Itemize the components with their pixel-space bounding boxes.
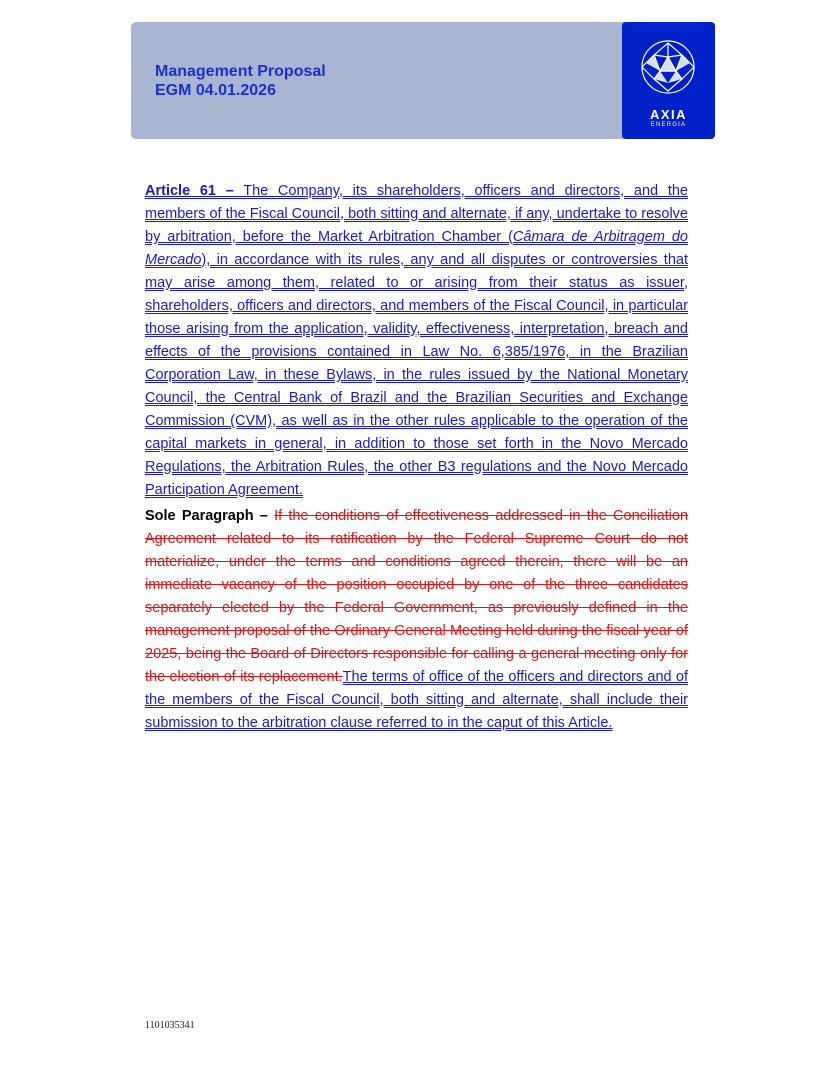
article-heading: Article 61 – <box>145 183 234 199</box>
article-text-1: The Company, its shareholders, officers and directors, and the members of the Fiscal Council, both sitting and alternate, if any, undertake to resolve by arbitration, before the Market Arbitration Chamber ( <box>145 183 688 245</box>
article-text-2: ), in accordance with its rules, any and all disputes or controversies that may arise among them, related to or arising from their status as issuer, shareholders, officers and directors, and members of the Fiscal Council, in particular those arising from the application, validity, effectiveness, interpretation, breach and effects of the provisions contained in Law No. 6,385/1976, in the Brazilian Corporation Law, in these Bylaws, in the rules issued by the National Monetary Council, the Central Bank of Brazil and the Brazilian Securities and Exchange Commission (CVM), as well as in the other rules applicable to the operation of the capital markets in general, in addition to those set forth in the Novo Mercado Regulations, the Arbitration Rules, the other B3 regulations and the Novo Mercado Participation Agreement. <box>145 252 688 498</box>
document-id: 1101035341 <box>145 1020 195 1031</box>
sole-paragraph <box>145 505 688 735</box>
logo-wordmark: AXIA <box>649 107 688 122</box>
sole-paragraph-heading: Sole Paragraph – <box>145 508 268 524</box>
logo-subtitle: ENERGIA <box>650 122 687 128</box>
page-title <box>155 62 326 100</box>
axia-logo <box>622 22 715 139</box>
article-text-italic: Câmara de Arbitragem do Mercado <box>145 229 688 268</box>
inserted-text: The terms of office of the officers and directors and of the members of the Fiscal Council, both sitting and alternate, shall include their submission to the arbitration clause referred to in the caput of this Article. <box>145 669 688 731</box>
deleted-text: If the conditions of effectiveness addressed in the Conciliation Agreement related to its ratification by the Federal Supreme Court do not materialize, under the terms and conditions agreed therein, there will be an immediate vacancy of the position occupied by one of the three candidates separately elected by the Federal Government, as previously defined in the management proposal of the Ordinary General Meeting held during the fiscal year of 2025, being the Board of Directors responsible for calling a general meeting only for the election of its replacement. <box>145 508 689 685</box>
title-line-2: EGM 04.01.2026 <box>155 82 276 99</box>
document-body <box>145 180 688 738</box>
article-61-paragraph <box>145 180 688 502</box>
globe-icon <box>638 37 698 97</box>
title-line-1: Management Proposal <box>155 63 326 80</box>
